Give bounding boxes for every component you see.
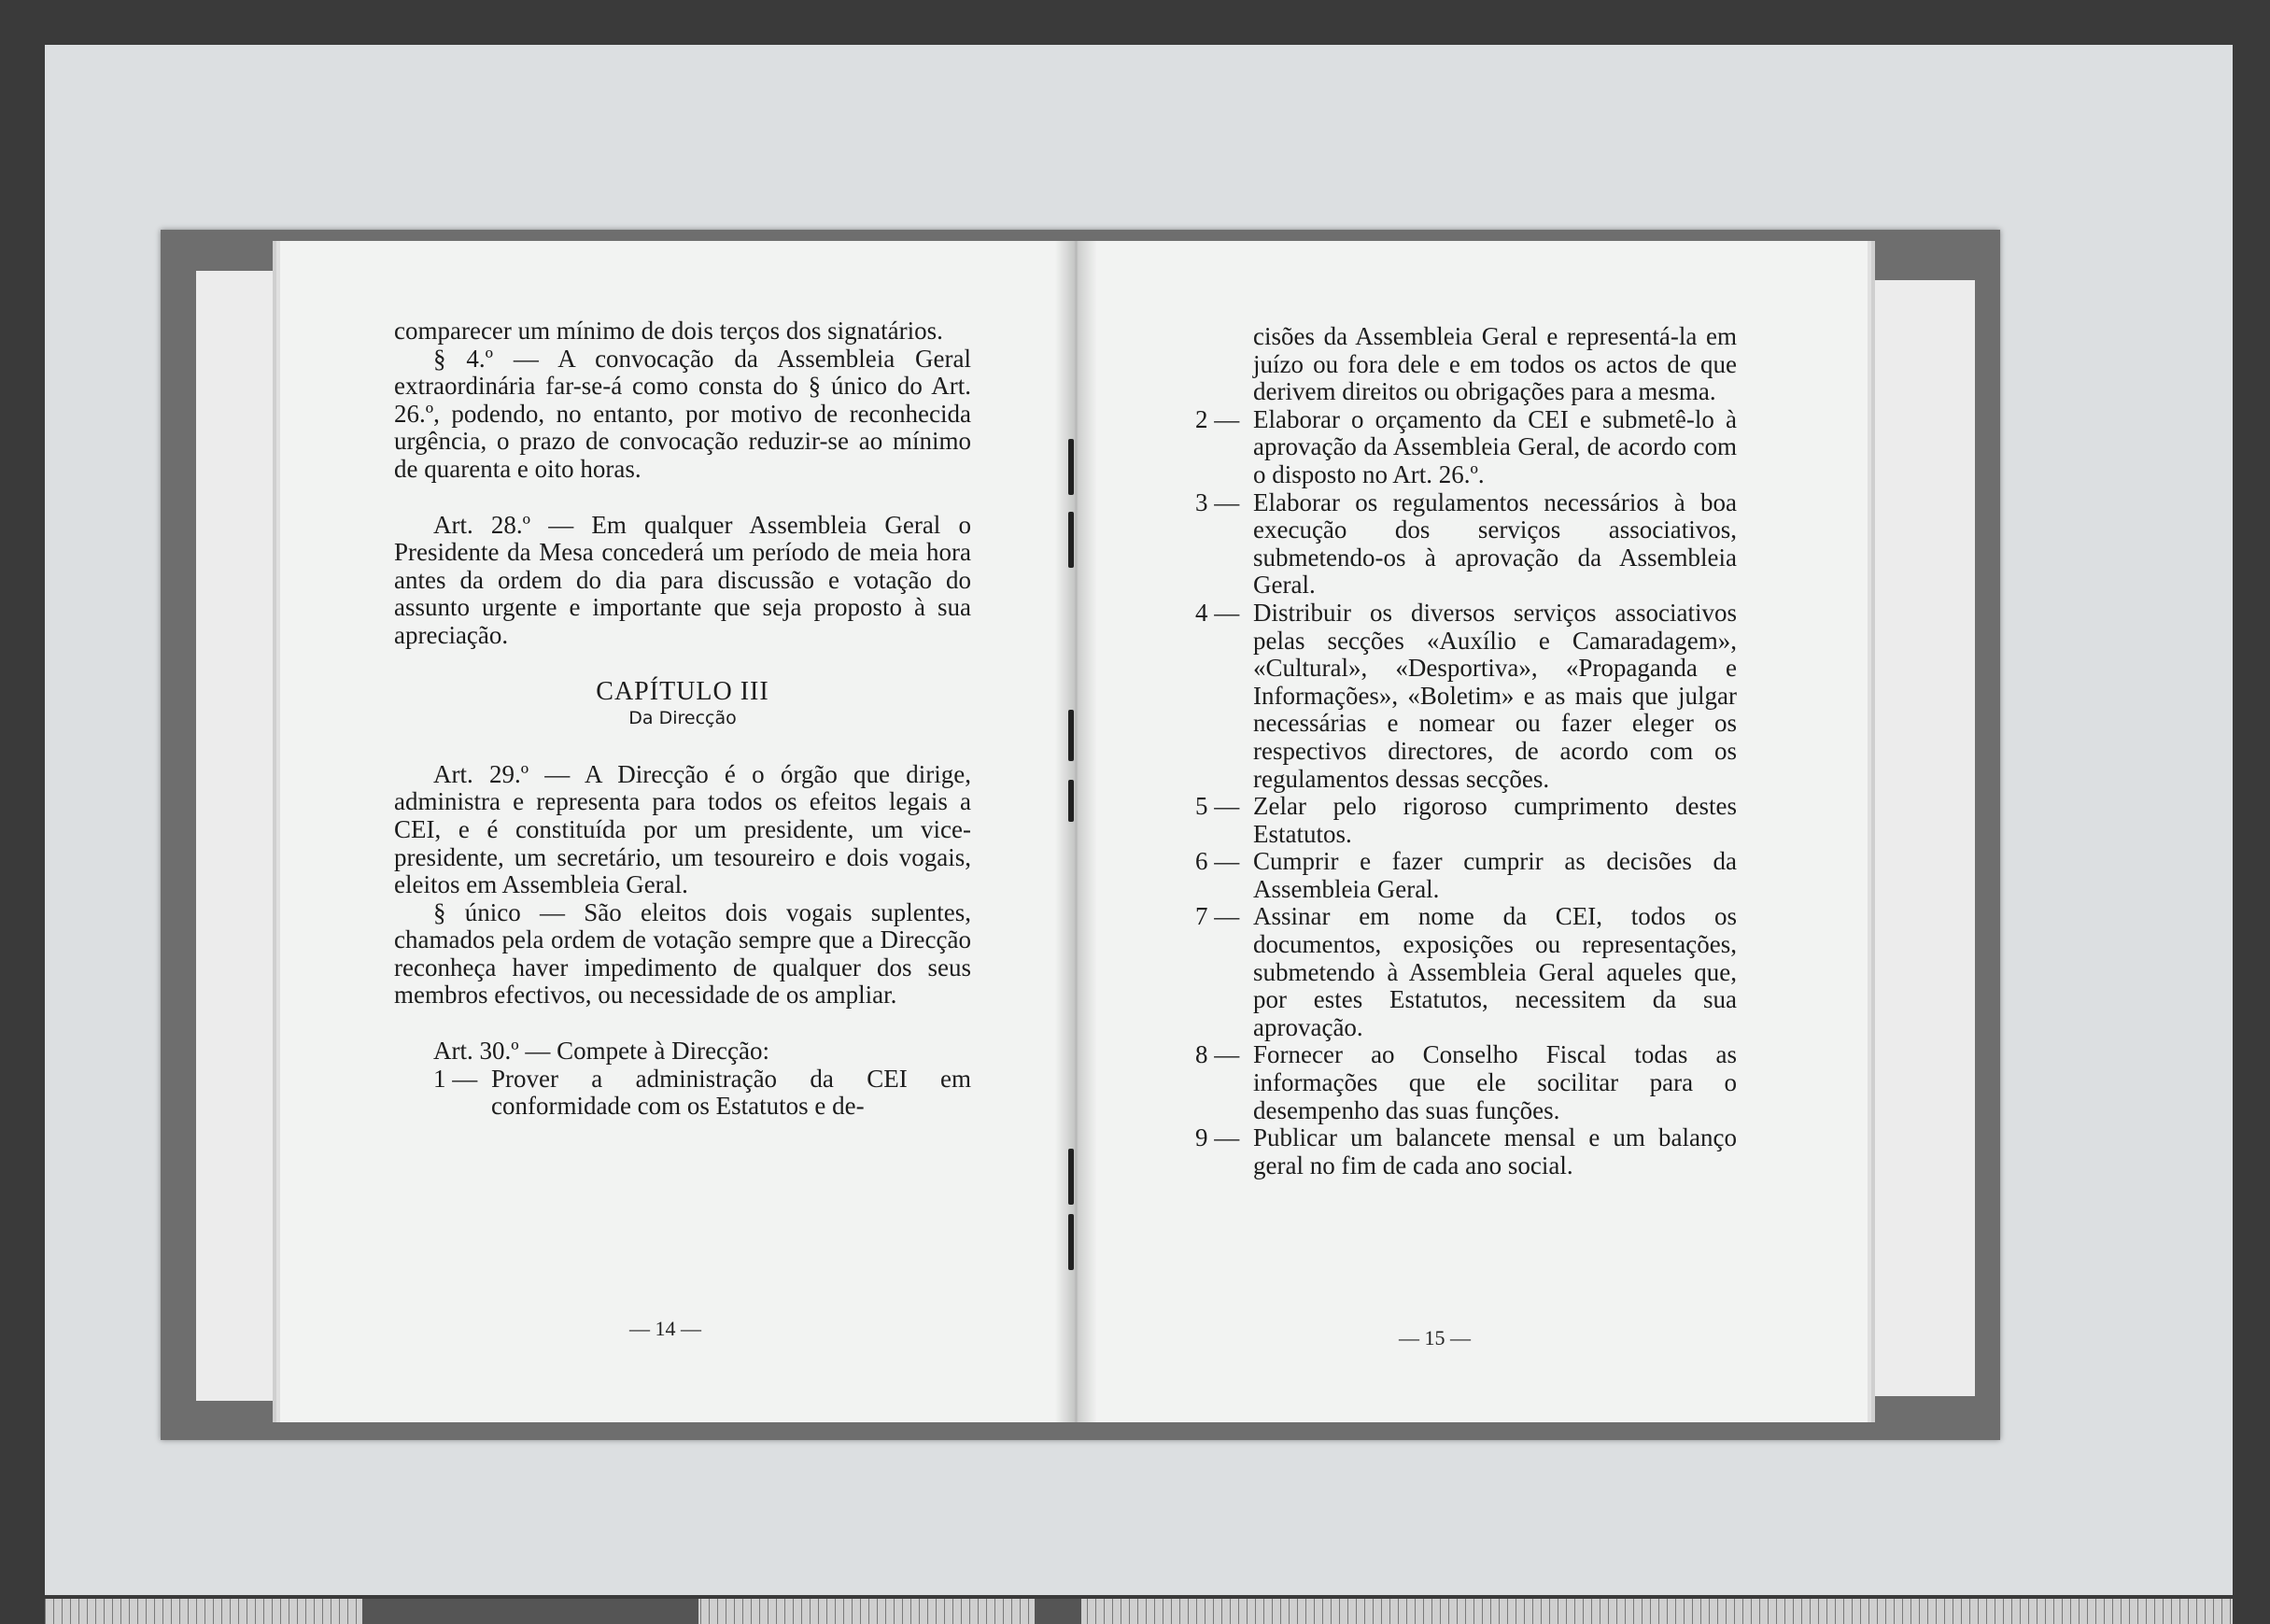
paragraph: § único — São eleitos dois vogais suplentes, chamados pela ordem de votação sempre que a Direcção reconheça haver impedimento de qualquer dos seus membros efectivos, ou necessidade de os ampliar. (394, 897, 971, 1010)
list-item-text: Cumprir e fazer cumprir as decisões da Assembleia Geral. (1253, 847, 1737, 903)
list-item-number: 7 — (1195, 902, 1240, 931)
paragraph: cisões da Assembleia Geral e representá-la em juízo ou fora dele e em todos os actos de que derivem direitos ou obrigações para a mesma. (1253, 322, 1737, 406)
paragraph: Art. 30.º — Compete à Direcção: (433, 1037, 770, 1066)
page-number-left: — 14 — (629, 1317, 701, 1340)
staple-bottom (1068, 1149, 1074, 1205)
list-item-text: Assinar em nome da CEI, todos os documentos, exposições ou representações, submetendo à Assembleia Geral aqueles que, por estes Estatutos, necessitem da sua aprovação. (1253, 902, 1737, 1041)
list-item-number: 3 — (1195, 487, 1240, 516)
list-item (1195, 848, 1737, 903)
list-item (1195, 489, 1737, 600)
list-item-number: 4 — (1195, 598, 1240, 627)
cover-right-edge (1858, 280, 1975, 1396)
list-item-number: 6 — (1195, 847, 1240, 876)
scan-scale-strip (45, 1599, 2233, 1624)
list-item-text: Elaborar os regulamentos necessários à boa execução dos serviços associativos, submetendo-os à aprovação da Assembleia Geral. (1253, 487, 1737, 600)
list-item-number: 8 — (1195, 1040, 1240, 1069)
left-page-text (394, 318, 971, 1121)
staple-top-2 (1068, 512, 1074, 568)
paragraph: Art. 29.º — A Direcção é o órgão que dirige, administra e representa para todos os efeitos legais a CEI, e é constituída por um presidente, um vice-presidente, um secretário, um tesoureiro e dois vogais, eleitos em Assembleia Geral. (394, 759, 971, 899)
book-gutter (1055, 241, 1097, 1422)
list-item-text: Publicar um balancete mensal e um balanço geral no fim de cada ano social. (1253, 1123, 1737, 1179)
list-item-text: Elaborar o orçamento da CEI e submetê-lo à aprovação da Assembleia Geral, de acordo com o disposto no Art. 26.º. (1253, 404, 1737, 488)
list-item-text: Fornecer ao Conselho Fiscal todas as informações que ele socilitar para o desempenho das suas funções. (1253, 1040, 1737, 1124)
list-item (1195, 1124, 1737, 1179)
right-page-text (1195, 323, 1737, 1179)
paragraph: comparecer um mínimo de dois terços dos signatários. (394, 317, 943, 345)
list-item (1195, 1041, 1737, 1124)
list-item-number: 5 — (1195, 792, 1240, 821)
list-item (1195, 406, 1737, 489)
scale-segment (362, 1599, 698, 1624)
list-item-number: 1 — (433, 1064, 478, 1093)
staple-middle-2 (1068, 780, 1074, 822)
paragraph: § 4.º — A convocação da Assembleia Geral extraordinária far-se-á como consta do § único do Art. 26.º, podendo, no entanto, por motivo de reconhecida urgência, o prazo de convocação reduzir-se ao mínimo de quarenta e oito horas. (394, 344, 971, 483)
list-item (1195, 600, 1737, 793)
staple-top (1068, 439, 1074, 495)
scale-segment (1035, 1599, 1081, 1624)
list-item (1195, 793, 1737, 848)
list-item-text: Prover a administração da CEI em conformidade com os Estatutos e de- (491, 1064, 971, 1121)
staple-bottom-2 (1068, 1214, 1074, 1270)
list-item (433, 1066, 971, 1121)
list-item-number: 2 — (1195, 404, 1240, 433)
list-item-text: Zelar pelo rigoroso cumprimento destes Estatutos. (1253, 792, 1737, 848)
staple-middle (1068, 710, 1074, 761)
list-item-text: Distribuir os diversos serviços associativos pelas secções «Auxílio e Camaradagem», «Cultural», «Desportiva», «Propaganda e Informações», «Boletim» e as mais que julgar necessárias e nomear ou fazer eleger os respectivos directores, de acordo com os regulamentos dessas secções. (1253, 598, 1737, 793)
chapter-heading: CAPÍTULO III (596, 676, 769, 706)
list-item-number: 9 — (1195, 1123, 1240, 1152)
cover-left-edge (196, 271, 289, 1401)
paragraph: Art. 28.º — Em qualquer Assembleia Geral o Presidente da Mesa concederá um período de meia hora antes da ordem do dia para discussão e votação do assunto urgente e importante que seja proposto à sua apreciação. (394, 510, 971, 649)
list-item (1195, 903, 1737, 1041)
chapter-subheading: Da Direcção (628, 708, 737, 729)
page-number-right: — 15 — (1399, 1326, 1471, 1349)
